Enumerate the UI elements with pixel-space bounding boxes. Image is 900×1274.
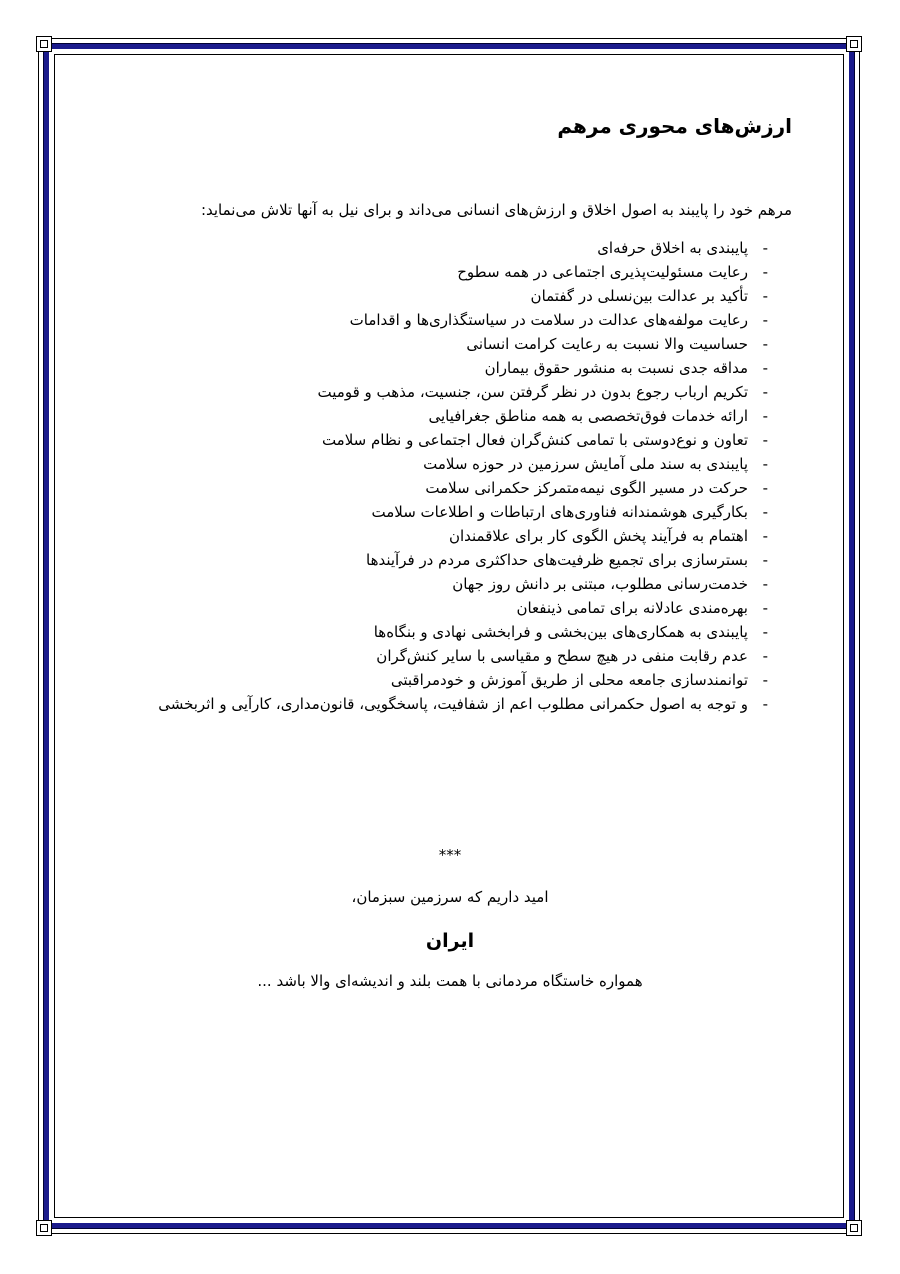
list-item: - پایبندی به اخلاق حرفه‌ای <box>158 236 792 260</box>
border-corner-ornament <box>36 1220 52 1236</box>
hope-line: امید داریم که سرزمین سبزمان، <box>351 888 549 906</box>
list-item: - حرکت در مسیر الگوی نیمه‌متمرکز حکمرانی سلامت <box>158 476 792 500</box>
country-name: ایران <box>425 930 475 952</box>
core-values-list <box>158 236 792 716</box>
list-item: - و توجه به اصول حکمرانی مطلوب اعم از شفافیت، پاسخگویی، قانون‌مداری، کارآیی و اثربخشی <box>158 692 792 716</box>
list-item: - رعایت مسئولیت‌پذیری اجتماعی در همه سطوح <box>158 260 792 284</box>
list-item: - تأکید بر عدالت بین‌نسلی در گفتمان <box>158 284 792 308</box>
border-corner-ornament <box>36 36 52 52</box>
list-item: - حساسیت والا نسبت به رعایت کرامت انسانی <box>158 332 792 356</box>
list-item: - پایبندی به سند ملی آمایش سرزمین در حوزه سلامت <box>158 452 792 476</box>
list-item: - عدم رقابت منفی در هیچ سطح و مقیاسی با سایر کنش‌گران <box>158 644 792 668</box>
list-item: - رعایت مولفه‌های عدالت در سلامت در سیاستگذاری‌ها و اقدامات <box>158 308 792 332</box>
list-item: - توانمندسازی جامعه محلی از طریق آموزش و خودمراقبتی <box>158 668 792 692</box>
page-title: ارزش‌های محوری مرهم <box>557 114 792 138</box>
list-item: - تعاون و نوع‌دوستی با تمامی کنش‌گران فعال اجتماعی و نظام سلامت <box>158 428 792 452</box>
separator-stars: *** <box>438 846 462 864</box>
list-item: - بهره‌مندی عادلانه برای تمامی ذینفعان <box>158 596 792 620</box>
list-item: - تکریم ارباب رجوع بدون در نظر گرفتن سن، جنسیت، مذهب و قومیت <box>158 380 792 404</box>
border-corner-ornament <box>846 1220 862 1236</box>
list-item: - مداقه جدی نسبت به منشور حقوق بیماران <box>158 356 792 380</box>
list-item: - ارائه خدمات فوق‌تخصصی به همه مناطق جغرافیایی <box>158 404 792 428</box>
border-corner-ornament <box>846 36 862 52</box>
intro-paragraph: مرهم خود را پایبند به اصول اخلاق و ارزش‌های انسانی می‌داند و برای نیل به آنها تلاش می‌نماید: <box>200 201 792 219</box>
list-item: - بسترسازی برای تجمیع ظرفیت‌های حداکثری مردم در فرآیندها <box>158 548 792 572</box>
closing-line: همواره خاستگاه مردمانی با همت بلند و اندیشه‌ای والا باشد ... <box>257 972 643 990</box>
list-item: - بکارگیری هوشمندانه فناوری‌های ارتباطات و اطلاعات سلامت <box>158 500 792 524</box>
list-item: - خدمت‌رسانی مطلوب، مبتنی بر دانش روز جهان <box>158 572 792 596</box>
list-item: - پایبندی به همکاری‌های بین‌بخشی و فرابخشی نهادی و بنگاه‌ها <box>158 620 792 644</box>
list-item: - اهتمام به فرآیند پخش الگوی کار برای علاقمندان <box>158 524 792 548</box>
